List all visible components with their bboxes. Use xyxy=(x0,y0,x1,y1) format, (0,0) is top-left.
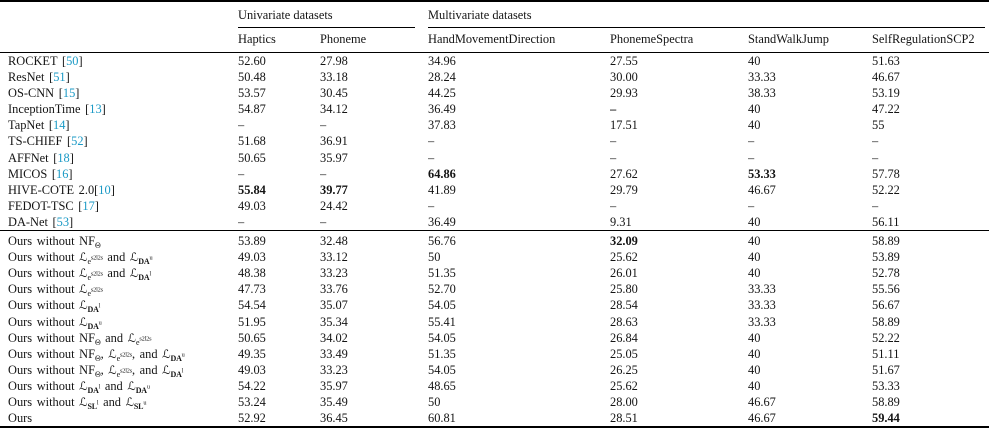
citation-link[interactable]: 13 xyxy=(89,102,102,117)
script-L-glyph: ℒ xyxy=(79,394,88,409)
value-cell: 28.63 xyxy=(610,314,638,329)
loss-symbol: ℒ$_{e^{s2l2s}}$ xyxy=(79,250,103,266)
value-cell: 34.96 xyxy=(428,54,456,68)
value-cell: 55.56 xyxy=(872,282,900,297)
value-cell: 34.12 xyxy=(320,102,348,117)
value-cell: 41.89 xyxy=(428,182,456,197)
value-cell: – xyxy=(610,198,617,213)
value-cell: 40 xyxy=(748,118,761,133)
value-cell: 52.22 xyxy=(872,182,900,197)
value-cell: – xyxy=(872,150,879,165)
value-cell: 40 xyxy=(748,346,761,361)
script-L-glyph: ℒ xyxy=(162,362,171,377)
value-cell: 49.03 xyxy=(238,362,266,377)
value-cell: 29.79 xyxy=(610,182,638,197)
method-label: InceptionTime [13] xyxy=(8,102,106,117)
citation: [14] xyxy=(48,118,70,133)
value-cell: 26.25 xyxy=(610,362,638,377)
table-row xyxy=(0,297,989,313)
value-cell: 51.35 xyxy=(428,266,456,281)
script-L-glyph: ℒ xyxy=(129,266,139,281)
value-cell: 55.41 xyxy=(428,314,456,329)
loss-symbol: ℒ$_{DA^u}$ xyxy=(129,250,153,266)
value-cell: – xyxy=(238,214,245,229)
value-cell: 49.03 xyxy=(238,250,266,265)
value-cell: 44.25 xyxy=(428,86,456,101)
group-header-label: Multivariate datasets xyxy=(428,8,532,22)
method-label: Ours without ℒ$_{e^{s2l2s}}$ and ℒ$_{DA^u}$ xyxy=(8,250,153,266)
value-cell: 50.65 xyxy=(238,330,266,345)
value-cell: 53.89 xyxy=(872,250,900,265)
value-cell: 46.67 xyxy=(872,70,900,85)
ablation-section xyxy=(0,231,989,428)
value-cell: 26.84 xyxy=(610,330,638,345)
value-cell: – xyxy=(872,198,879,213)
value-cell: 29.93 xyxy=(610,86,638,101)
citation: [17] xyxy=(78,198,99,213)
value-cell: 35.97 xyxy=(320,378,348,393)
value-cell: – xyxy=(320,214,327,229)
method-label: Ours without $NF_\Theta$ xyxy=(0,231,238,250)
value-cell: 50.65 xyxy=(238,150,266,165)
value-cell: 58.89 xyxy=(872,314,900,329)
script-L-glyph: ℒ xyxy=(162,346,171,361)
value-cell: 56.76 xyxy=(428,231,610,250)
citation: [52] xyxy=(66,134,88,149)
loss-symbol: ℒ$_{SL^l}$ xyxy=(79,394,99,411)
citation: [16] xyxy=(51,166,73,181)
group-header-row xyxy=(0,1,989,28)
value-cell: 58.89 xyxy=(872,394,900,409)
loss-symbol: ℒ$_{DA^l}$ xyxy=(79,378,101,394)
value-cell: 25.62 xyxy=(610,378,638,393)
column-header-selfregulationscp2: SelfRegulationSCP2 xyxy=(872,28,989,53)
value-cell: 32.09 xyxy=(610,231,748,250)
script-L-glyph: ℒ xyxy=(127,378,136,393)
column-header-standwalkjump: StandWalkJump xyxy=(748,28,872,53)
value-cell: – xyxy=(238,118,245,133)
normalizing-flow-symbol: $NF_\Theta$ xyxy=(79,330,101,346)
method-column-header xyxy=(0,1,238,28)
citation-link[interactable]: 10 xyxy=(98,182,111,197)
value-cell: 50 xyxy=(428,394,441,409)
value-cell: 54.54 xyxy=(238,298,266,313)
group-header-multivariate xyxy=(428,1,989,28)
value-cell: – xyxy=(610,102,617,117)
value-cell: 40 xyxy=(748,214,761,229)
value-cell: 46.67 xyxy=(748,182,776,197)
value-cell: – xyxy=(428,134,435,149)
normalizing-flow-symbol: $NF_\Theta$ xyxy=(79,346,101,362)
table-row xyxy=(0,362,989,378)
citation: [18] xyxy=(53,150,74,165)
table-row xyxy=(0,150,989,166)
method-label: Ours xyxy=(8,411,33,426)
value-cell: 53.24 xyxy=(238,394,266,409)
group-header-univariate xyxy=(238,1,428,28)
loss-symbol: ℒ$_{SL^u}$ xyxy=(125,394,147,411)
value-cell: 60.81 xyxy=(428,411,456,426)
value-cell: 40 xyxy=(748,330,761,345)
value-cell: 39.77 xyxy=(320,182,348,197)
value-cell: 48.65 xyxy=(428,378,456,393)
value-cell: 40 xyxy=(748,266,761,281)
loss-symbol: ℒ$_{DA^u}$ xyxy=(162,346,185,362)
method-label: MICOS [16] xyxy=(8,166,73,181)
value-cell: 25.62 xyxy=(610,250,638,265)
citation: [50] xyxy=(61,54,83,68)
method-label: Ours without $NF_\Theta$ and ℒ$_{e^{s2l2s}}$ xyxy=(8,330,152,346)
value-cell: 24.42 xyxy=(320,198,348,213)
loss-symbol: ℒ$_{DA^u}$ xyxy=(127,378,150,394)
table-row xyxy=(0,314,989,330)
value-cell: 25.05 xyxy=(610,346,638,361)
table-row xyxy=(0,53,989,70)
value-cell: 30.00 xyxy=(610,70,638,85)
script-L-glyph: ℒ xyxy=(79,314,88,329)
value-cell: 47.73 xyxy=(238,282,266,297)
value-cell: 33.23 xyxy=(320,266,348,281)
value-cell: – xyxy=(748,134,755,149)
value-cell: 35.07 xyxy=(320,298,348,313)
method-label: Ours without ℒ$_{e^{s2l2s}}$ and ℒ$_{DA^l}$ xyxy=(8,266,151,282)
method-label: Ours without ℒ$_{DA^l}$ xyxy=(8,298,101,314)
value-cell: – xyxy=(748,150,755,165)
method-label: Ours without $NF_\Theta$, ℒ$_{e^{s2l2s}}$, and ℒ$_{DA^l}$ xyxy=(8,362,184,378)
table-row xyxy=(0,378,989,394)
method-label: HIVE-COTE 2.0[10] xyxy=(8,182,115,197)
value-cell: 51.35 xyxy=(428,346,456,361)
citation: [10] xyxy=(94,182,115,197)
value-cell: – xyxy=(428,198,435,213)
value-cell: 25.80 xyxy=(610,282,638,297)
value-cell: 40 xyxy=(748,102,761,117)
loss-symbol: ℒ$_{DA^u}$ xyxy=(79,314,102,330)
script-L-glyph: ℒ xyxy=(108,346,117,361)
table-row xyxy=(0,214,989,231)
value-cell: 36.49 xyxy=(428,214,456,229)
value-cell: 53.89 xyxy=(238,231,320,250)
value-cell: 51.63 xyxy=(872,54,900,68)
value-cell: 53.33 xyxy=(748,166,776,181)
column-header-row xyxy=(0,28,989,53)
value-cell: 58.89 xyxy=(872,231,989,250)
value-cell: 54.05 xyxy=(428,298,456,313)
table-row xyxy=(0,281,989,297)
method-label: ROCKET [50] xyxy=(8,54,83,68)
value-cell: 33.76 xyxy=(320,282,348,297)
table-row xyxy=(0,265,989,281)
table-row xyxy=(0,166,989,182)
loss-symbol: ℒ$_{DA^l}$ xyxy=(162,362,184,378)
script-L-glyph: ℒ xyxy=(79,266,88,281)
method-label: DA-Net [53] xyxy=(8,214,74,229)
citation-link[interactable]: 18 xyxy=(57,150,70,165)
value-cell: 64.86 xyxy=(428,166,456,181)
value-cell: 46.67 xyxy=(748,411,776,426)
value-cell: 30.45 xyxy=(320,86,348,101)
column-header-blank xyxy=(0,28,238,53)
method-label: AFFNet [18] xyxy=(8,150,74,165)
value-cell: 59.44 xyxy=(872,411,900,426)
value-cell: 28.54 xyxy=(610,298,638,313)
value-cell: 40 xyxy=(748,250,761,265)
method-label: TS-CHIEF [52] xyxy=(8,134,88,149)
value-cell: 34.02 xyxy=(320,330,348,345)
value-cell: 33.33 xyxy=(748,314,776,329)
value-cell: 51.68 xyxy=(238,134,266,149)
value-cell: 52.60 xyxy=(238,54,266,68)
script-L-glyph: ℒ xyxy=(129,250,139,265)
table-row xyxy=(0,182,989,198)
value-cell: 55.84 xyxy=(238,182,266,197)
value-cell: 9.31 xyxy=(610,214,632,229)
loss-symbol: ℒ$_{e^{s2l2s}}$ xyxy=(79,282,103,298)
value-cell: 52.92 xyxy=(238,411,266,426)
value-cell: 40 xyxy=(748,231,872,250)
value-cell: 33.23 xyxy=(320,362,348,377)
baselines-section xyxy=(0,53,989,231)
method-label: OS-CNN [15] xyxy=(8,86,80,101)
value-cell: 52.78 xyxy=(872,266,900,281)
value-cell: – xyxy=(610,134,617,149)
value-cell: 33.18 xyxy=(320,70,348,85)
value-cell: 28.51 xyxy=(610,411,638,426)
value-cell: – xyxy=(748,198,755,213)
table-head xyxy=(0,1,989,53)
script-L-glyph: ℒ xyxy=(79,250,88,265)
value-cell: 35.97 xyxy=(320,150,348,165)
value-cell: 35.34 xyxy=(320,314,348,329)
value-cell: 28.24 xyxy=(428,70,456,85)
table-row xyxy=(0,410,989,427)
citation-link[interactable]: 15 xyxy=(62,86,76,101)
value-cell: 49.03 xyxy=(238,198,266,213)
column-header-phoneme: Phoneme xyxy=(320,28,428,53)
value-cell: 53.57 xyxy=(238,86,266,101)
citation: [51] xyxy=(49,70,70,85)
value-cell: – xyxy=(872,134,879,149)
value-cell: – xyxy=(428,150,435,165)
normalizing-flow-symbol: $NF_\Theta$ xyxy=(79,234,101,250)
value-cell: 27.62 xyxy=(610,166,638,181)
table-row xyxy=(0,346,989,362)
loss-symbol: ℒ$_{e^{s2l2s}}$ xyxy=(108,346,132,362)
column-header-handmovementdirection: HandMovementDirection xyxy=(428,28,610,53)
table-row xyxy=(0,101,989,117)
value-cell: 33.49 xyxy=(320,346,348,361)
value-cell: 53.19 xyxy=(872,86,900,101)
value-cell: 36.49 xyxy=(428,102,456,117)
value-cell: 55 xyxy=(872,118,885,133)
value-cell: 40 xyxy=(748,54,761,68)
method-label: FEDOT-TSC [17] xyxy=(8,198,99,213)
citation-link[interactable]: 53 xyxy=(56,214,70,229)
value-cell: – xyxy=(320,166,327,181)
method-label: Ours without ℒ$_{SL^l}$ and ℒ$_{SL^u}$ xyxy=(8,394,147,411)
value-cell: 54.87 xyxy=(238,102,266,117)
script-L-glyph: ℒ xyxy=(79,298,88,313)
value-cell: 56.67 xyxy=(872,298,900,313)
value-cell: 51.67 xyxy=(872,362,900,377)
value-cell: 47.22 xyxy=(872,102,900,117)
value-cell: 36.45 xyxy=(320,411,348,426)
value-cell: 33.33 xyxy=(748,70,776,85)
value-cell: 54.05 xyxy=(428,362,456,377)
value-cell: 35.49 xyxy=(320,394,348,409)
table-row xyxy=(0,117,989,133)
table-row xyxy=(0,330,989,346)
script-L-glyph: ℒ xyxy=(108,362,117,377)
script-L-glyph: ℒ xyxy=(79,378,88,393)
value-cell: 40 xyxy=(748,378,761,393)
value-cell: 36.91 xyxy=(320,134,348,149)
group-header-label: Univariate datasets xyxy=(238,8,333,22)
value-cell: 50 xyxy=(428,250,441,265)
citation: [15] xyxy=(58,86,80,101)
value-cell: 57.78 xyxy=(872,166,900,181)
table-row xyxy=(0,133,989,149)
value-cell: 28.00 xyxy=(610,394,638,409)
value-cell: 27.55 xyxy=(610,54,638,68)
value-cell: 54.22 xyxy=(238,378,266,393)
table-row xyxy=(0,198,989,214)
method-label: Ours without ℒ$_{DA^u}$ xyxy=(8,314,102,330)
value-cell: 33.12 xyxy=(320,250,348,265)
value-cell: 51.11 xyxy=(872,346,900,361)
citation-link[interactable]: 51 xyxy=(53,70,66,85)
value-cell: 50.48 xyxy=(238,70,266,85)
value-cell: 56.11 xyxy=(872,214,900,229)
loss-symbol: ℒ$_{e^{s2l2s}}$ xyxy=(108,362,132,378)
value-cell: 46.67 xyxy=(748,394,776,409)
column-header-haptics: Haptics xyxy=(238,28,320,53)
citation: [13] xyxy=(85,102,106,117)
method-label: Ours without $NF_\Theta$, ℒ$_{e^{s2l2s}}$, and ℒ$_{DA^u}$ xyxy=(8,346,185,362)
script-L-glyph: ℒ xyxy=(127,330,137,345)
value-cell: 32.48 xyxy=(320,231,428,250)
loss-symbol: ℒ$_{e^{s2l2s}}$ xyxy=(79,266,103,282)
value-cell: 54.05 xyxy=(428,330,456,345)
method-label: Ours without ℒ$_{DA^l}$ and ℒ$_{DA^u}$ xyxy=(8,378,150,394)
table-row xyxy=(0,394,989,410)
script-L-glyph: ℒ xyxy=(125,394,134,409)
method-label: ResNet [51] xyxy=(8,70,70,85)
value-cell: – xyxy=(610,150,617,165)
citation-link[interactable]: 52 xyxy=(71,134,84,149)
value-cell: 53.33 xyxy=(872,378,900,393)
value-cell: 52.22 xyxy=(872,330,900,345)
value-cell: 52.70 xyxy=(428,282,456,297)
column-header-phonemespectra: PhonemeSpectra xyxy=(610,28,748,53)
table-row xyxy=(0,231,989,250)
normalizing-flow-symbol: $NF_\Theta$ xyxy=(79,362,101,378)
value-cell: 48.38 xyxy=(238,266,266,281)
value-cell: 51.95 xyxy=(238,314,266,329)
citation-link[interactable]: 50 xyxy=(66,54,79,68)
value-cell: 33.33 xyxy=(748,282,776,297)
value-cell: – xyxy=(320,118,327,133)
method-label: TapNet [14] xyxy=(8,118,70,133)
citation-link[interactable]: 16 xyxy=(56,166,69,181)
loss-symbol: ℒ$_{e^{s2l2s}}$ xyxy=(127,330,152,346)
table-row xyxy=(0,69,989,85)
value-cell: 49.35 xyxy=(238,346,266,361)
table-row xyxy=(0,85,989,101)
value-cell: 38.33 xyxy=(748,86,776,101)
value-cell: 27.98 xyxy=(320,54,348,68)
value-cell: 33.33 xyxy=(748,298,776,313)
value-cell: 37.83 xyxy=(428,118,456,133)
value-cell: 17.51 xyxy=(610,118,638,133)
citation-link[interactable]: 14 xyxy=(53,118,66,133)
value-cell: 26.01 xyxy=(610,266,638,281)
table-row xyxy=(0,249,989,265)
method-label: Ours without ℒ$_{e^{s2l2s}}$ xyxy=(8,282,103,298)
script-L-glyph: ℒ xyxy=(79,282,88,297)
citation-link[interactable]: 17 xyxy=(82,198,95,213)
citation: [53] xyxy=(52,214,74,229)
value-cell: 40 xyxy=(748,362,761,377)
loss-symbol: ℒ$_{DA^l}$ xyxy=(129,266,151,282)
value-cell: – xyxy=(238,166,245,181)
loss-symbol: ℒ$_{DA^l}$ xyxy=(79,298,101,314)
